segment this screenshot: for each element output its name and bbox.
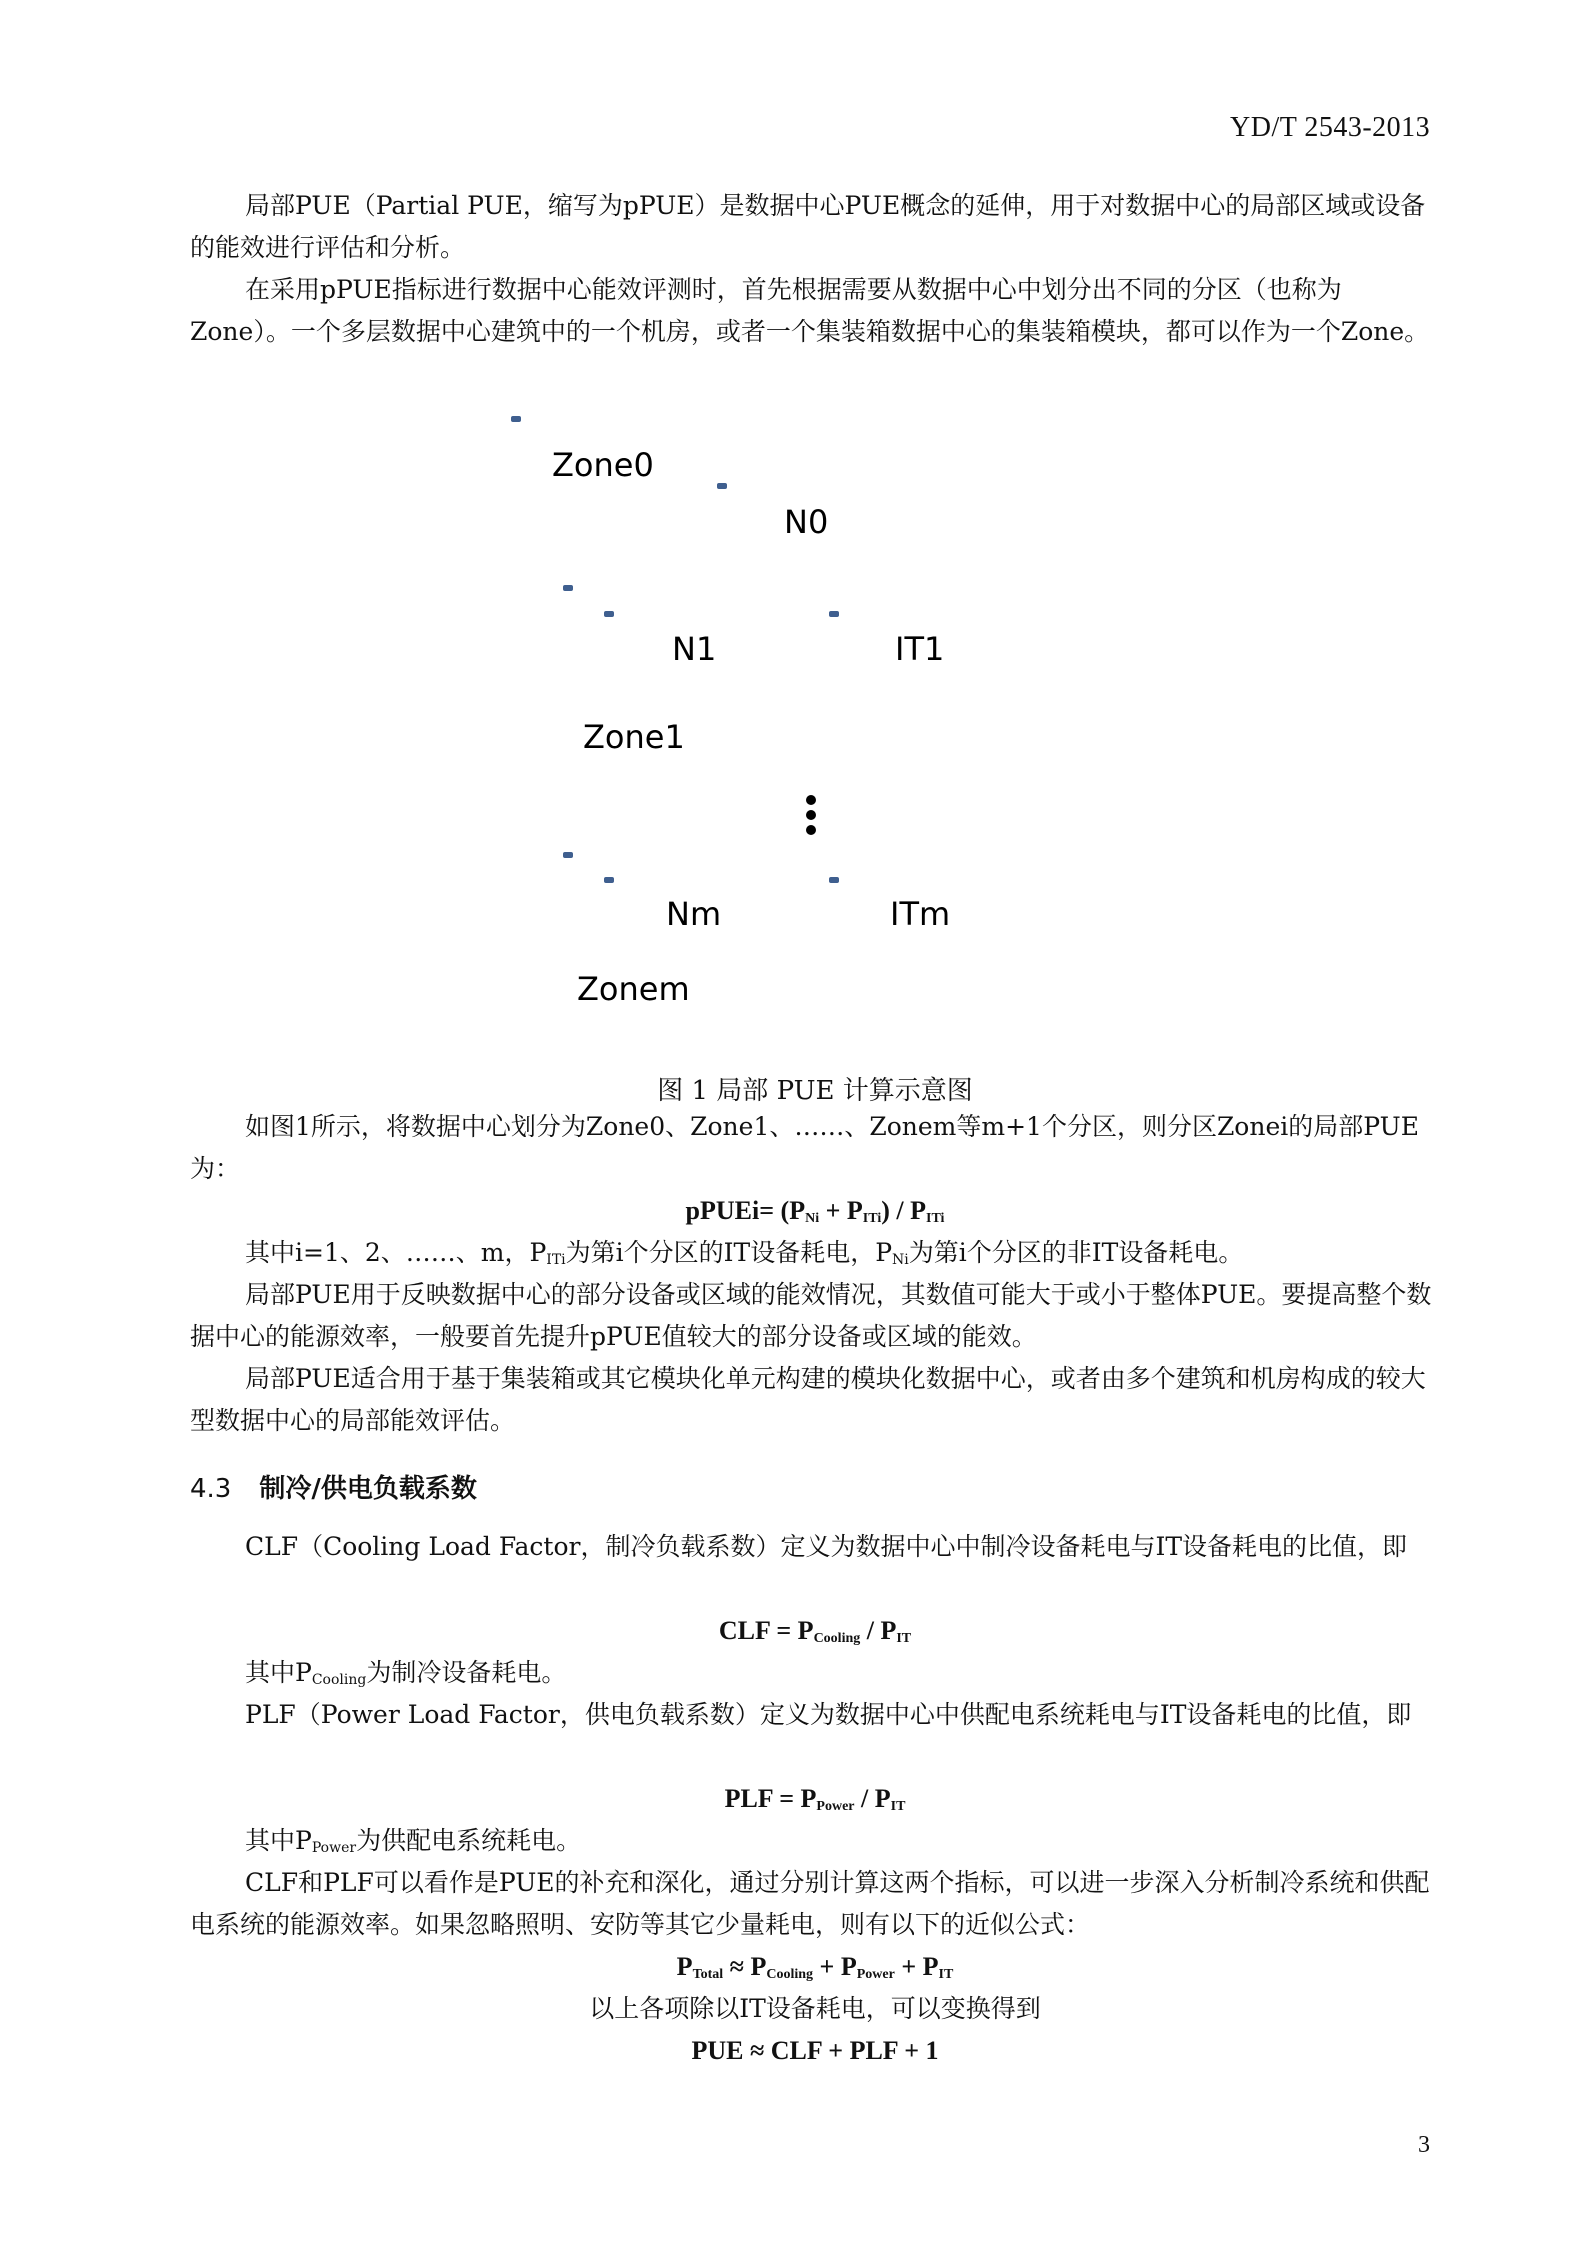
paragraph-zone-division: 在采用pPUE指标进行数据中心能效评测时，首先根据需要从数据中心中划分出不同的分区（也称为Zone）。一个多层数据中心建筑中的一个机房，或者一个集装箱数据中心的集装箱模块，都可以作为一个Zone。 (190, 275, 1430, 346)
diagram-marker (511, 416, 521, 422)
vertical-ellipsis-icon (806, 795, 816, 840)
diagram-marker (604, 877, 614, 883)
diagram-marker (829, 877, 839, 883)
diagram-label-zonem: Zonem (577, 970, 690, 1008)
paragraph-pcooling-definition: 其中PCooling为制冷设备耗电。 (245, 1658, 567, 1688)
diagram-label-zone0: Zone0 (552, 446, 654, 484)
section-title: 制冷/供电负载系数 (259, 1474, 477, 1504)
diagram-marker (563, 585, 573, 591)
paragraph-ppue-applicability: 局部PUE适合用于基于集装箱或其它模块化单元构建的模块化数据中心，或者由多个建筑和机房构成的较大型数据中心的局部能效评估。 (190, 1364, 1426, 1435)
formula-ppue: pPUEi= $(P_{Ni} + P_{ITi}) / P_{ITi}$ (685, 1196, 945, 1226)
paragraph-ppower-definition: 其中PPower为供配电系统耗电。 (245, 1826, 582, 1856)
paragraph-ppue-definition: 局部PUE（Partial PUE，缩写为pPUE）是数据中心PUE概念的延伸，用于对数据中心的局部区域或设备的能效进行评估和分析。 (190, 191, 1426, 262)
diagram-label-zone1: Zone1 (583, 718, 685, 756)
diagram-label-n0: N0 (784, 503, 829, 541)
formula-plf: PLF = $P_{Power} / P_{IT}$ (724, 1784, 906, 1814)
paragraph-clf-definition: CLF（Cooling Load Factor，制冷负载系数）定义为数据中心中制冷设备耗电与IT设备耗电的比值，即 (245, 1532, 1408, 1561)
diagram-marker (604, 611, 614, 617)
diagram-label-nm: Nm (666, 895, 722, 933)
paragraph-ppue-usage: 局部PUE用于反映数据中心的部分设备或区域的能效情况，其数值可能大于或小于整体PUE。要提高整个数据中心的能源效率，一般要首先提升pPUE值较大的部分设备或区域的能效。 (190, 1280, 1432, 1351)
diagram-marker (563, 852, 573, 858)
formula-total-power: $P_{Total} \approx P_{Cooling} + P_{Power} + P_{IT}$ (676, 1952, 954, 1982)
diagram-label-n1: N1 (672, 630, 717, 668)
formula-pue-approx: PUE ≈ CLF + PLF + 1 (691, 2036, 939, 2065)
section-heading (190, 1468, 477, 1505)
diagram-marker (829, 611, 839, 617)
figure-caption: 图 1 局部 PUE 计算示意图 (657, 1076, 973, 1106)
diagram-label-it1: IT1 (895, 630, 945, 668)
diagram-label-itm: ITm (890, 895, 951, 933)
section-number: 4.3 (190, 1474, 232, 1504)
page-number: 3 (1418, 2132, 1430, 2158)
paragraph-clf-plf-relation: CLF和PLF可以看作是PUE的补充和深化，通过分别计算这两个指标，可以进一步深入分析制冷系统和供配电系统的能源效率。如果忽略照明、安防等其它少量耗电，则有以下的近似公式： (190, 1868, 1430, 1939)
standard-code-header: YD/T 2543-2013 (1230, 112, 1431, 143)
paragraph-figure-explanation: 如图1所示，将数据中心划分为Zone0、Zone1、……、Zonem等m+1个分区，则分区Zonei的局部PUE为： (190, 1112, 1419, 1183)
diagram-marker (717, 483, 727, 489)
formula-clf: CLF = $P_{Cooling} / P_{IT}$ (718, 1616, 912, 1646)
paragraph-variable-definitions: 其中i=1、2、……、m，PITi为第i个分区的IT设备耗电，PNi为第i个分区的非IT设备耗电。 (245, 1238, 1244, 1268)
paragraph-plf-definition: PLF（Power Load Factor，供电负载系数）定义为数据中心中供配电系统耗电与IT设备耗电的比值，即 (245, 1700, 1412, 1729)
paragraph-transform-note: 以上各项除以IT设备耗电，可以变换得到 (589, 1994, 1041, 2023)
